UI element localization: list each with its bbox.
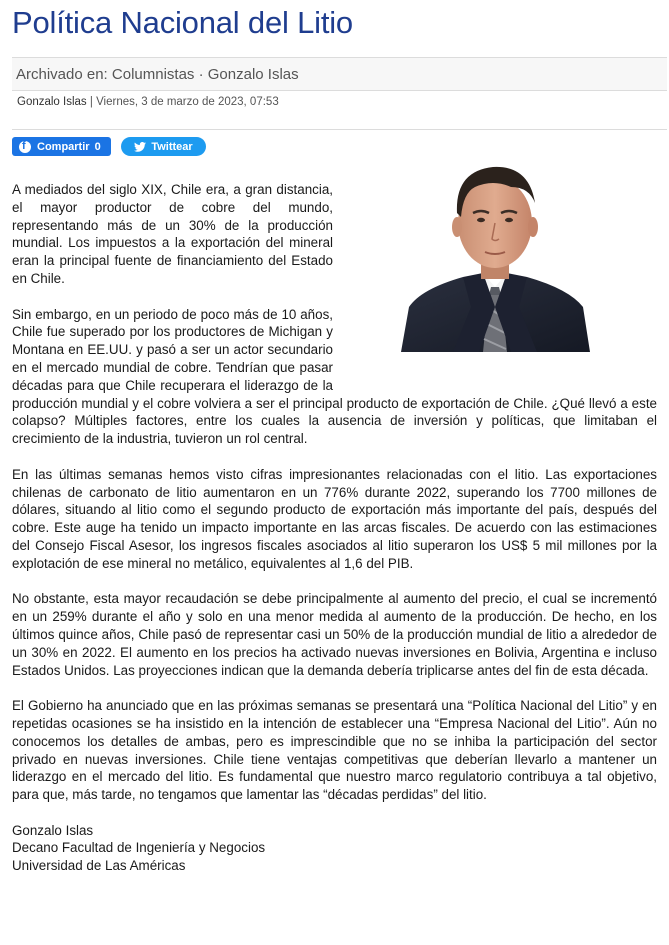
- article-paragraph: A mediados del siglo XIX, Chile era, a gran distancia, el mayor productor de cobre del mundo, representando más de un 30% de la producción mundial. Los impuestos a la exportación del mineral eran la principal fuente de financiamiento del Estado en Chile.: [12, 182, 333, 286]
- byline: [17, 96, 279, 108]
- twitter-bird-icon: [134, 142, 146, 152]
- twitter-share-button[interactable]: [121, 137, 206, 156]
- byline-separator: |: [86, 96, 97, 108]
- signature-name: Gonzalo Islas: [12, 822, 94, 838]
- article-paragraph: El Gobierno ha anunciado que en las próximas semanas se presentará una “Política Nacional del Litio” y en repetidas ocasiones se ha insistido en la intención de establecer una “Empresa Nacional del Litio”. Aún no conocemos los detalles de ambas, pero es imprescindible que no se inhiba la participación del sector privado en nuevas inversiones. Chile tiene ventajas competitivas que deberían llevarlo a mantener un liderazgo en el mercado del litio. Es fundamental que nuestro marco regulatorio contribuya a tal objetivo, para que, más tarde, no tengamos que lamentar las “décadas perdidas” del litio.: [12, 698, 657, 803]
- article-paragraph: No obstante, esta mayor recaudación se debe principalmente al aumento del precio, el cual se incrementó en un 259% durante el año y solo en una menor medida al aumento de la producción. De hecho, en los últimos quince años, Chile pasó de representar casi un 50% de la producción mundial de litio a alrededor de un 30% en 2022. El aumento en los precios ha activado nuevas inversiones en Bolivia, Argentina e incluso Estados Unidos. Las proyecciones indican que la demanda debería triplicarse antes del fin de esta década.: [12, 591, 657, 678]
- signature: [12, 822, 657, 875]
- divider: [12, 129, 667, 130]
- signature-institution: Universidad de Las Américas: [12, 858, 186, 874]
- article-paragraph: Sin embargo, en un periodo de poco más de 10 años, Chile fue superado por los productores de Michigan y Montana en EE.UU. y pasó a ser un actor secundario en el mercado mundial de cobre. Tendrían que pasar décadas para que Chile recuperara el liderazgo de la producción mundial y el cobre volviera a ser el principal producto de exportación de Chile. ¿Qué llevó a este colapso? Múltiples factores, entre los cuales la ausencia de inversión y políticas, que limitaban el crecimiento de la industria, tuvieron un rol central.: [12, 306, 657, 447]
- byline-author[interactable]: Gonzalo Islas: [17, 96, 87, 108]
- signature-role: Decano Facultad de Ingeniería y Negocios: [12, 840, 266, 856]
- facebook-share-button[interactable]: [12, 137, 111, 156]
- photo-spacer: [333, 181, 657, 377]
- article-paragraph: En las últimas semanas hemos visto cifras impresionantes relacionadas con el litio. Las exportaciones chilenas de carbonato de litio aumentaron en un 776% durante 2022, superando los 7700 millones de dólares, situando al litio como el segundo producto de exportación más importante del país, después del cobre. Este auge ha tenido un impacto importante en las arcas fiscales. De acuerdo con las estimaciones del Consejo Fiscal Asesor, los ingresos fiscales asociados al litio superaron los US$ 5 mil millones por la explotación de ese mineral no metálico, equivalentes al 1,6 del PIB.: [12, 466, 657, 571]
- archive-link[interactable]: Archivado en: Columnistas · Gonzalo Islas: [16, 66, 299, 83]
- page-title: Política Nacional del Litio: [12, 5, 353, 40]
- facebook-share-label: Compartir: [37, 140, 90, 153]
- facebook-icon: f: [19, 141, 31, 153]
- byline-date: Viernes, 3 de marzo de 2023, 07:53: [96, 96, 279, 108]
- article-body: [12, 181, 657, 875]
- twitter-share-label: Twittear: [151, 140, 193, 153]
- facebook-share-count: 0: [94, 140, 101, 153]
- archive-bar: [12, 57, 667, 91]
